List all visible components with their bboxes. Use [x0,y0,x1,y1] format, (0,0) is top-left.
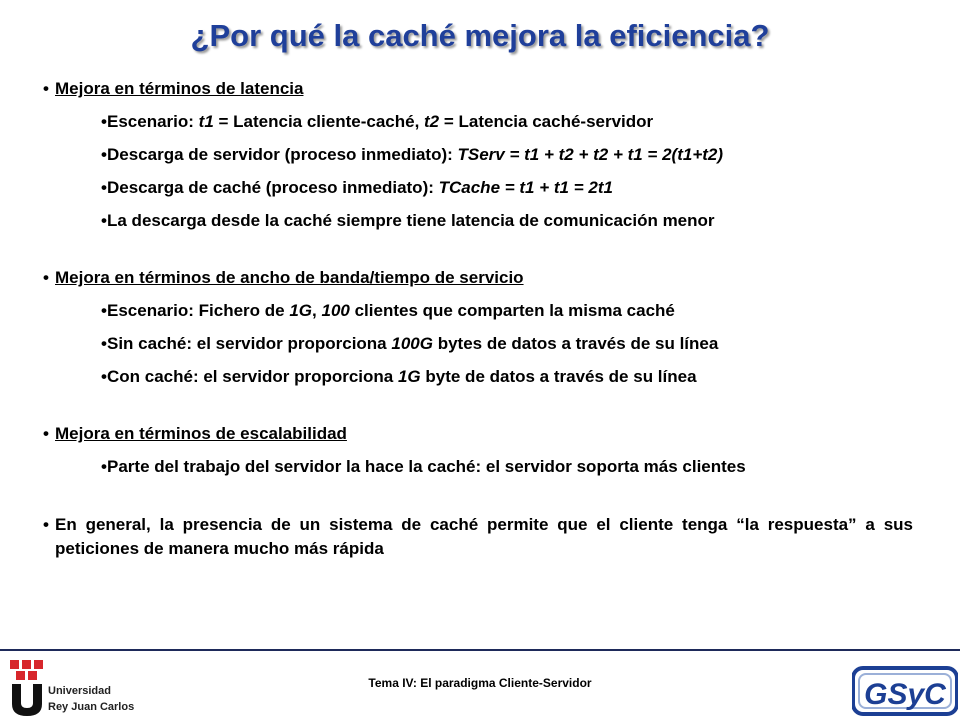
bullet-scalability [47,423,913,445]
bullet-latency [47,78,913,100]
bandwidth-with-cache: • Con caché: el servidor proporciona 1G byte de datos a través de su línea [101,367,697,386]
gsyc-logo [852,664,958,718]
footer-topic: Tema IV: El paradigma Cliente-Servidor [368,676,592,690]
latency-conclusion: • La descarga desde la caché siempre tiene latencia de comunicación menor [101,211,715,230]
footer-divider [0,649,960,651]
bandwidth-no-cache: • Sin caché: el servidor proporciona 100G bytes de datos a través de su línea [101,334,719,353]
latency-server-download: • Descarga de servidor (proceso inmediato): TServ = t1 + t2 + t2 + t1 = 2(t1+t2) [101,145,724,164]
heading-scalability: Mejora en términos de escalabilidad [55,424,347,443]
slide-title: ¿Por qué la caché mejora la eficiencia? [190,18,770,53]
bullet-general [47,513,913,561]
general-text: En general, la presencia de un sistema de caché permite que el cliente tenga “la respuesta” a sus peticiones de manera mucho más rápida [55,515,913,558]
heading-bandwidth: Mejora en términos de ancho de banda/tiempo de servicio [55,268,524,287]
scalability-detail: • Parte del trabajo del servidor la hace la caché: el servidor soporta más clientes [101,457,746,476]
heading-latency: Mejora en términos de latencia [55,79,304,98]
bandwidth-scenario: • Escenario: Fichero de 1G, 100 clientes que comparten la misma caché [101,301,675,320]
bullet-bandwidth [47,267,913,289]
svg-text:GSyC: GSyC [864,678,946,711]
slide-content [47,78,913,561]
urjc-name: Universidad Rey Juan Carlos [48,685,135,713]
latency-scenario: • Escenario: t1 = Latencia cliente-caché, t2 = Latencia caché-servidor [101,112,654,131]
latency-cache-download: • Descarga de caché (proceso inmediato): TCache = t1 + t1 = 2t1 [101,178,613,197]
